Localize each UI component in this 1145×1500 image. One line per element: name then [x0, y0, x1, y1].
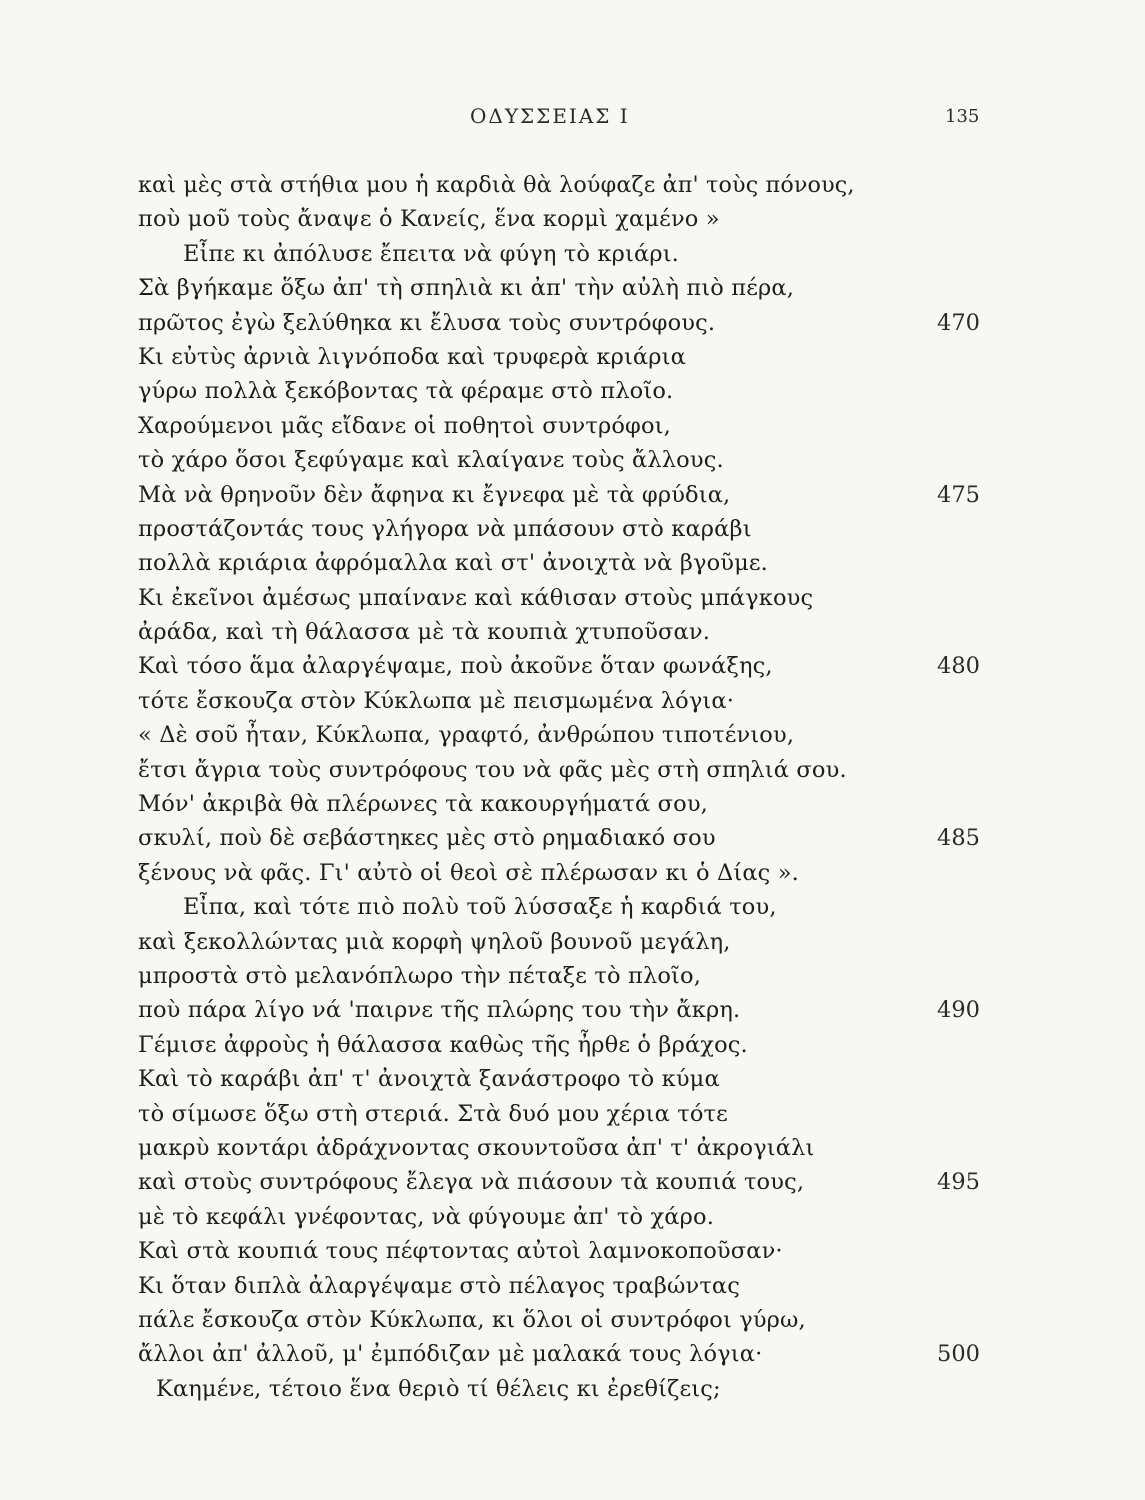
- verse-text: Καημένε, τέτοιο ἕνα θεριὸ τί θέλεις κι ἐρεθίζεις;: [156, 1375, 721, 1402]
- verse-line: [0, 306, 1145, 340]
- running-head: [0, 104, 1145, 134]
- verse-line: [0, 753, 1145, 787]
- verse-line: [0, 237, 1145, 271]
- verse-line: [0, 1372, 1145, 1406]
- verse-text: προστάζοντάς τους γλήγορα νὰ μπάσουν στὸ καράβι: [138, 515, 752, 542]
- verse-line: [0, 787, 1145, 821]
- verse-text: ἄλλοι ἀπ' ἀλλοῦ, μ' ἐμπόδιζαν μὲ μαλακά τους λόγια·: [138, 1341, 763, 1368]
- verse-text: πολλὰ κριάρια ἀφρόμαλλα καὶ στ' ἀνοιχτὰ νὰ βγοῦμε.: [138, 550, 768, 577]
- verse-line: [0, 1200, 1145, 1234]
- verse-line: [0, 1234, 1145, 1268]
- verse-text: τὸ χάρο ὅσοι ξεφύγαμε καὶ κλαίγανε τοὺς ἄλλους.: [138, 447, 724, 474]
- verse-line: [0, 821, 1145, 855]
- verse-text: ἔτσι ἄγρια τοὺς συντρόφους του νὰ φᾶς μὲς στὴ σπηλιά σου.: [138, 756, 847, 783]
- verse-text: Κι ὅταν διπλὰ ἀλαργέψαμε στὸ πέλαγος τραβώντας: [138, 1272, 741, 1299]
- verse-text: Μόν' ἀκριβὰ θὰ πλέρωνες τὰ κακουργήματά σου,: [138, 791, 708, 818]
- verse-text: Καὶ στὰ κουπιά τους πέφτοντας αὐτοὶ λαμνοκοποῦσαν·: [138, 1238, 783, 1265]
- verse-text: μὲ τὸ κεφάλι γνέφοντας, νὰ φύγουμε ἀπ' τὸ χάρο.: [138, 1203, 715, 1230]
- line-number: 490: [937, 997, 980, 1024]
- verse-line: [0, 581, 1145, 615]
- line-number: 495: [937, 1169, 980, 1196]
- verse-text: ξένους νὰ φᾶς. Γι' αὐτὸ οἱ θεοὶ σὲ πλέρωσαν κι ὁ Δίας ».: [138, 859, 799, 886]
- verse-text: τὸ σίμωσε ὅξω στὴ στεριά. Στὰ δυό μου χέρια τότε: [138, 1100, 728, 1127]
- verse-text: Γέμισε ἀφροὺς ἡ θάλασσα καθὼς τῆς ἦρθε ὁ βράχος.: [138, 1031, 748, 1058]
- verse-text: καὶ στοὺς συντρόφους ἔλεγα νὰ πιάσουν τὰ κουπιά τους,: [138, 1169, 805, 1196]
- verse-text: γύρω πολλὰ ξεκόβοντας τὰ φέραμε στὸ πλοῖο.: [138, 378, 674, 405]
- verse-text: Κι ἐκεῖνοι ἀμέσως μπαίνανε καὶ κάθισαν στοὺς μπάγκους: [138, 584, 814, 611]
- line-number: 480: [937, 653, 980, 680]
- verse-text: καὶ ξεκολλώντας μιὰ κορφὴ ψηλοῦ βουνοῦ μεγάλη,: [138, 928, 731, 955]
- verse-line: [0, 615, 1145, 649]
- verse-line: [0, 1303, 1145, 1337]
- verse-line: [0, 512, 1145, 546]
- verse-line: [0, 718, 1145, 752]
- verse-line: [0, 1028, 1145, 1062]
- verse-text: Καὶ τόσο ἅμα ἀλαργέψαμε, ποὺ ἀκοῦνε ὅταν φωνάξης,: [138, 653, 773, 680]
- verse-line: [0, 546, 1145, 580]
- verse-text: ποὺ μοῦ τοὺς ἄναψε ὁ Κανείς, ἕνα κορμὶ χαμένο »: [138, 206, 720, 233]
- verse-text: ἀράδα, καὶ τὴ θάλασσα μὲ τὰ κουπιὰ χτυποῦσαν.: [138, 619, 711, 646]
- verse-line: [0, 271, 1145, 305]
- verse-block: [0, 168, 1145, 1406]
- verse-text: σκυλί, ποὺ δὲ σεβάστηκες μὲς στὸ ρημαδιακό σου: [138, 825, 716, 852]
- verse-text: τότε ἔσκουζα στὸν Κύκλωπα μὲ πεισμωμένα λόγια·: [138, 687, 735, 714]
- verse-text: Εἶπε κι ἀπόλυσε ἔπειτα νὰ φύγη τὸ κριάρι.: [183, 240, 679, 267]
- verse-text: πάλε ἔσκουζα στὸν Κύκλωπα, κι ὅλοι οἱ συντρόφοι γύρω,: [138, 1306, 806, 1333]
- line-number: 500: [937, 1341, 980, 1368]
- verse-text: Κι εὐτὺς ἀρνιὰ λιγνόποδα καὶ τρυφερὰ κριάρια: [138, 343, 686, 370]
- verse-line: [0, 856, 1145, 890]
- verse-line: [0, 374, 1145, 408]
- verse-line: [0, 443, 1145, 477]
- verse-line: [0, 1062, 1145, 1096]
- verse-line: [0, 340, 1145, 374]
- verse-line: [0, 1337, 1145, 1371]
- verse-text: καὶ μὲς στὰ στήθια μου ἡ καρδιὰ θὰ λούφαζε ἀπ' τοὺς πόνους,: [138, 172, 855, 198]
- line-number: 475: [937, 481, 980, 508]
- line-number: 470: [937, 309, 980, 336]
- verse-line: [0, 168, 1145, 202]
- verse-text: ποὺ πάρα λίγο νά 'παιρνε τῆς πλώρης του τὴν ἄκρη.: [138, 997, 741, 1024]
- line-number: 485: [937, 825, 980, 852]
- verse-line: [0, 1097, 1145, 1131]
- verse-text: Μὰ νὰ θρηνοῦν δὲν ἄφηνα κι ἔγνεφα μὲ τὰ φρύδια,: [138, 481, 731, 508]
- verse-line: [0, 202, 1145, 236]
- page-number: 135: [945, 106, 980, 127]
- verse-line: [0, 1269, 1145, 1303]
- verse-line: [0, 1131, 1145, 1165]
- verse-text: Εἶπα, καὶ τότε πιὸ πολὺ τοῦ λύσσαξε ἡ καρδιά του,: [183, 894, 777, 921]
- verse-line: [0, 993, 1145, 1027]
- verse-line: [0, 409, 1145, 443]
- verse-text: Καὶ τὸ καράβι ἀπ' τ' ἀνοιχτὰ ξανάστροφο τὸ κύμα: [138, 1066, 720, 1093]
- verse-line: [0, 1165, 1145, 1199]
- verse-line: [0, 890, 1145, 924]
- verse-line: [0, 925, 1145, 959]
- verse-line: [0, 684, 1145, 718]
- verse-text: πρῶτος ἐγὼ ξελύθηκα κι ἔλυσα τοὺς συντρόφους.: [138, 309, 716, 336]
- verse-text: Χαρούμενοι μᾶς εἴδανε οἱ ποθητοὶ συντρόφοι,: [138, 412, 671, 439]
- verse-text: μπροστὰ στὸ μελανόπλωρο τὴν πέταξε τὸ πλοῖο,: [138, 962, 702, 989]
- verse-text: μακρὺ κοντάρι ἀδράχνοντας σκουντοῦσα ἀπ' τ' ἀκρογιάλι: [138, 1134, 815, 1161]
- running-title: ΟΔΥΣΣΕΙΑΣ Ι: [470, 104, 630, 128]
- verse-line: [0, 649, 1145, 683]
- verse-text: Σὰ βγήκαμε ὅξω ἀπ' τὴ σπηλιὰ κι ἀπ' τὴν αὐλὴ πιὸ πέρα,: [138, 275, 795, 302]
- verse-line: [0, 478, 1145, 512]
- verse-line: [0, 959, 1145, 993]
- verse-text: « Δὲ σοῦ ἦταν, Κύκλωπα, γραφτό, ἀνθρώπου τιποτένιου,: [138, 722, 795, 749]
